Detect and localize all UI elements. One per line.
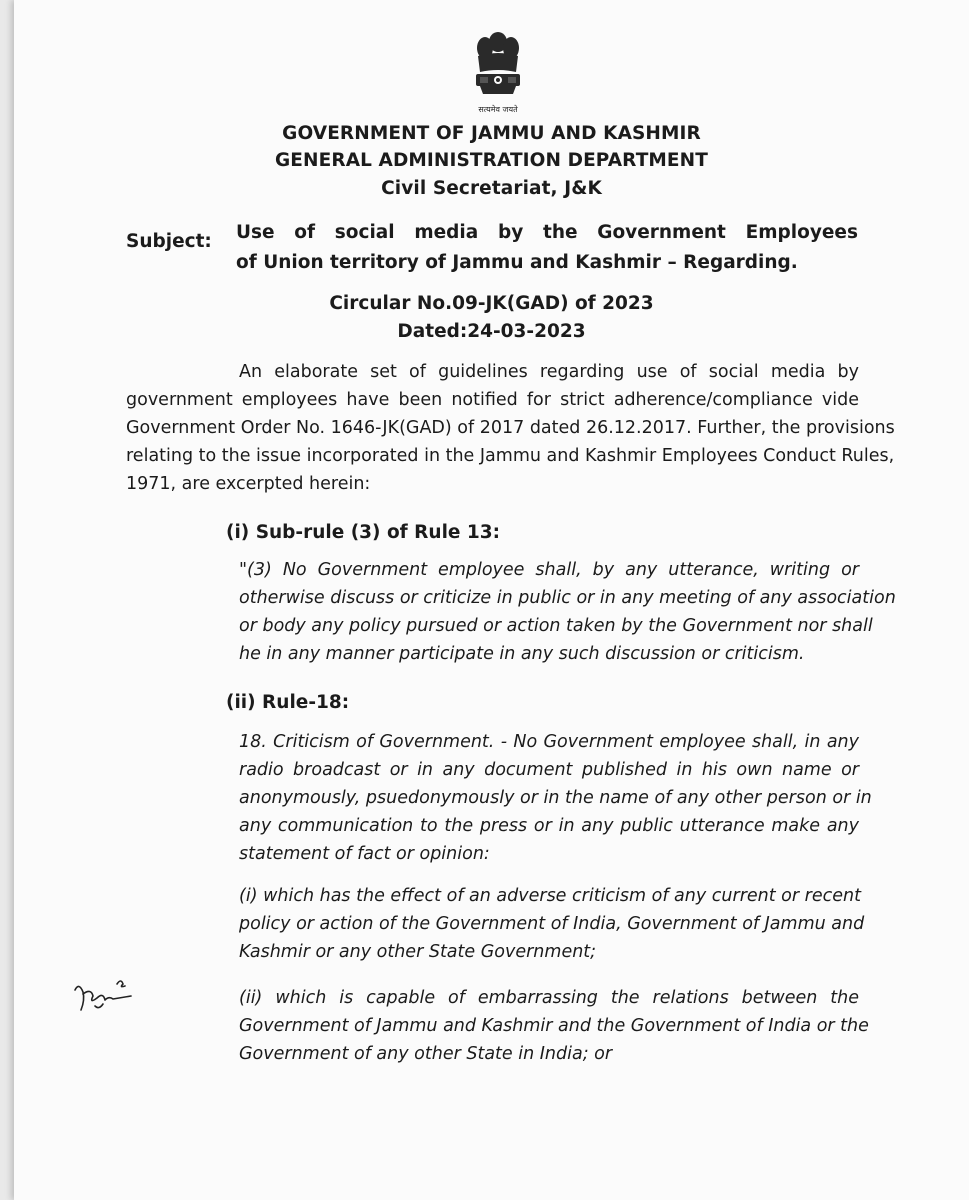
section-heading-rule18: (ii) Rule-18:: [226, 692, 350, 713]
header-department: GENERAL ADMINISTRATION DEPARTMENT: [275, 150, 708, 171]
subject-line-1: Use of social media by the Government Employees: [236, 222, 858, 243]
ashoka-emblem-icon: [466, 28, 530, 120]
rule13-line-1: "(3) No Government employee shall, by any utterance, writing or: [239, 560, 859, 580]
rule18-line-4: any communication to the press or in any public utterance make any: [239, 816, 859, 836]
clause2-line-2: Government of Jammu and Kashmir and the Government of India or the: [239, 1016, 869, 1036]
clause2-line-3: Government of any other State in India; or: [239, 1044, 613, 1064]
rule18-line-1: 18. Criticism of Government. - No Government employee shall, in any: [239, 732, 859, 752]
intro-line-5: 1971, are excerpted herein:: [126, 474, 371, 494]
clause1-line-2: policy or action of the Government of India, Government of Jammu and: [239, 914, 865, 934]
clause1-line-1: (i) which has the effect of an adverse criticism of any current or recent: [239, 886, 861, 906]
subject-label: Subject:: [126, 231, 212, 252]
handwritten-signature-icon: [69, 970, 139, 1020]
clause1-line-3: Kashmir or any other State Government;: [239, 942, 597, 962]
subject-line-2: of Union territory of Jammu and Kashmir – Regarding.: [236, 252, 798, 273]
document-page: [14, 0, 969, 1200]
rule18-line-3: anonymously, psuedonymously or in the name of any other person or in: [239, 788, 872, 808]
circular-date: Dated:24-03-2023: [397, 321, 586, 342]
section-heading-rule13: (i) Sub-rule (3) of Rule 13:: [226, 522, 501, 543]
rule13-line-4: he in any manner participate in any such discussion or criticism.: [239, 644, 805, 664]
intro-line-1: An elaborate set of guidelines regarding use of social media by: [239, 362, 859, 382]
rule18-line-5: statement of fact or opinion:: [239, 844, 490, 864]
emblem-motto: सत्यमेव जयते: [478, 105, 518, 114]
rule13-line-2: otherwise discuss or criticize in public or in any meeting of any association: [239, 588, 896, 608]
rule13-line-3: or body any policy pursued or action taken by the Government nor shall: [239, 616, 873, 636]
circular-number: Circular No.09-JK(GAD) of 2023: [329, 293, 654, 314]
intro-line-2: government employees have been notified for strict adherence/compliance vide: [126, 390, 859, 410]
intro-line-3: Government Order No. 1646-JK(GAD) of 2017 dated 26.12.2017. Further, the provisions: [126, 418, 895, 438]
clause2-line-1: (ii) which is capable of embarrassing the relations between the: [239, 988, 859, 1008]
header-secretariat: Civil Secretariat, J&K: [381, 178, 602, 199]
rule18-line-2: radio broadcast or in any document published in his own name or: [239, 760, 859, 780]
header-government: GOVERNMENT OF JAMMU AND KASHMIR: [282, 123, 701, 144]
intro-line-4: relating to the issue incorporated in the Jammu and Kashmir Employees Conduct Rules,: [126, 446, 895, 466]
